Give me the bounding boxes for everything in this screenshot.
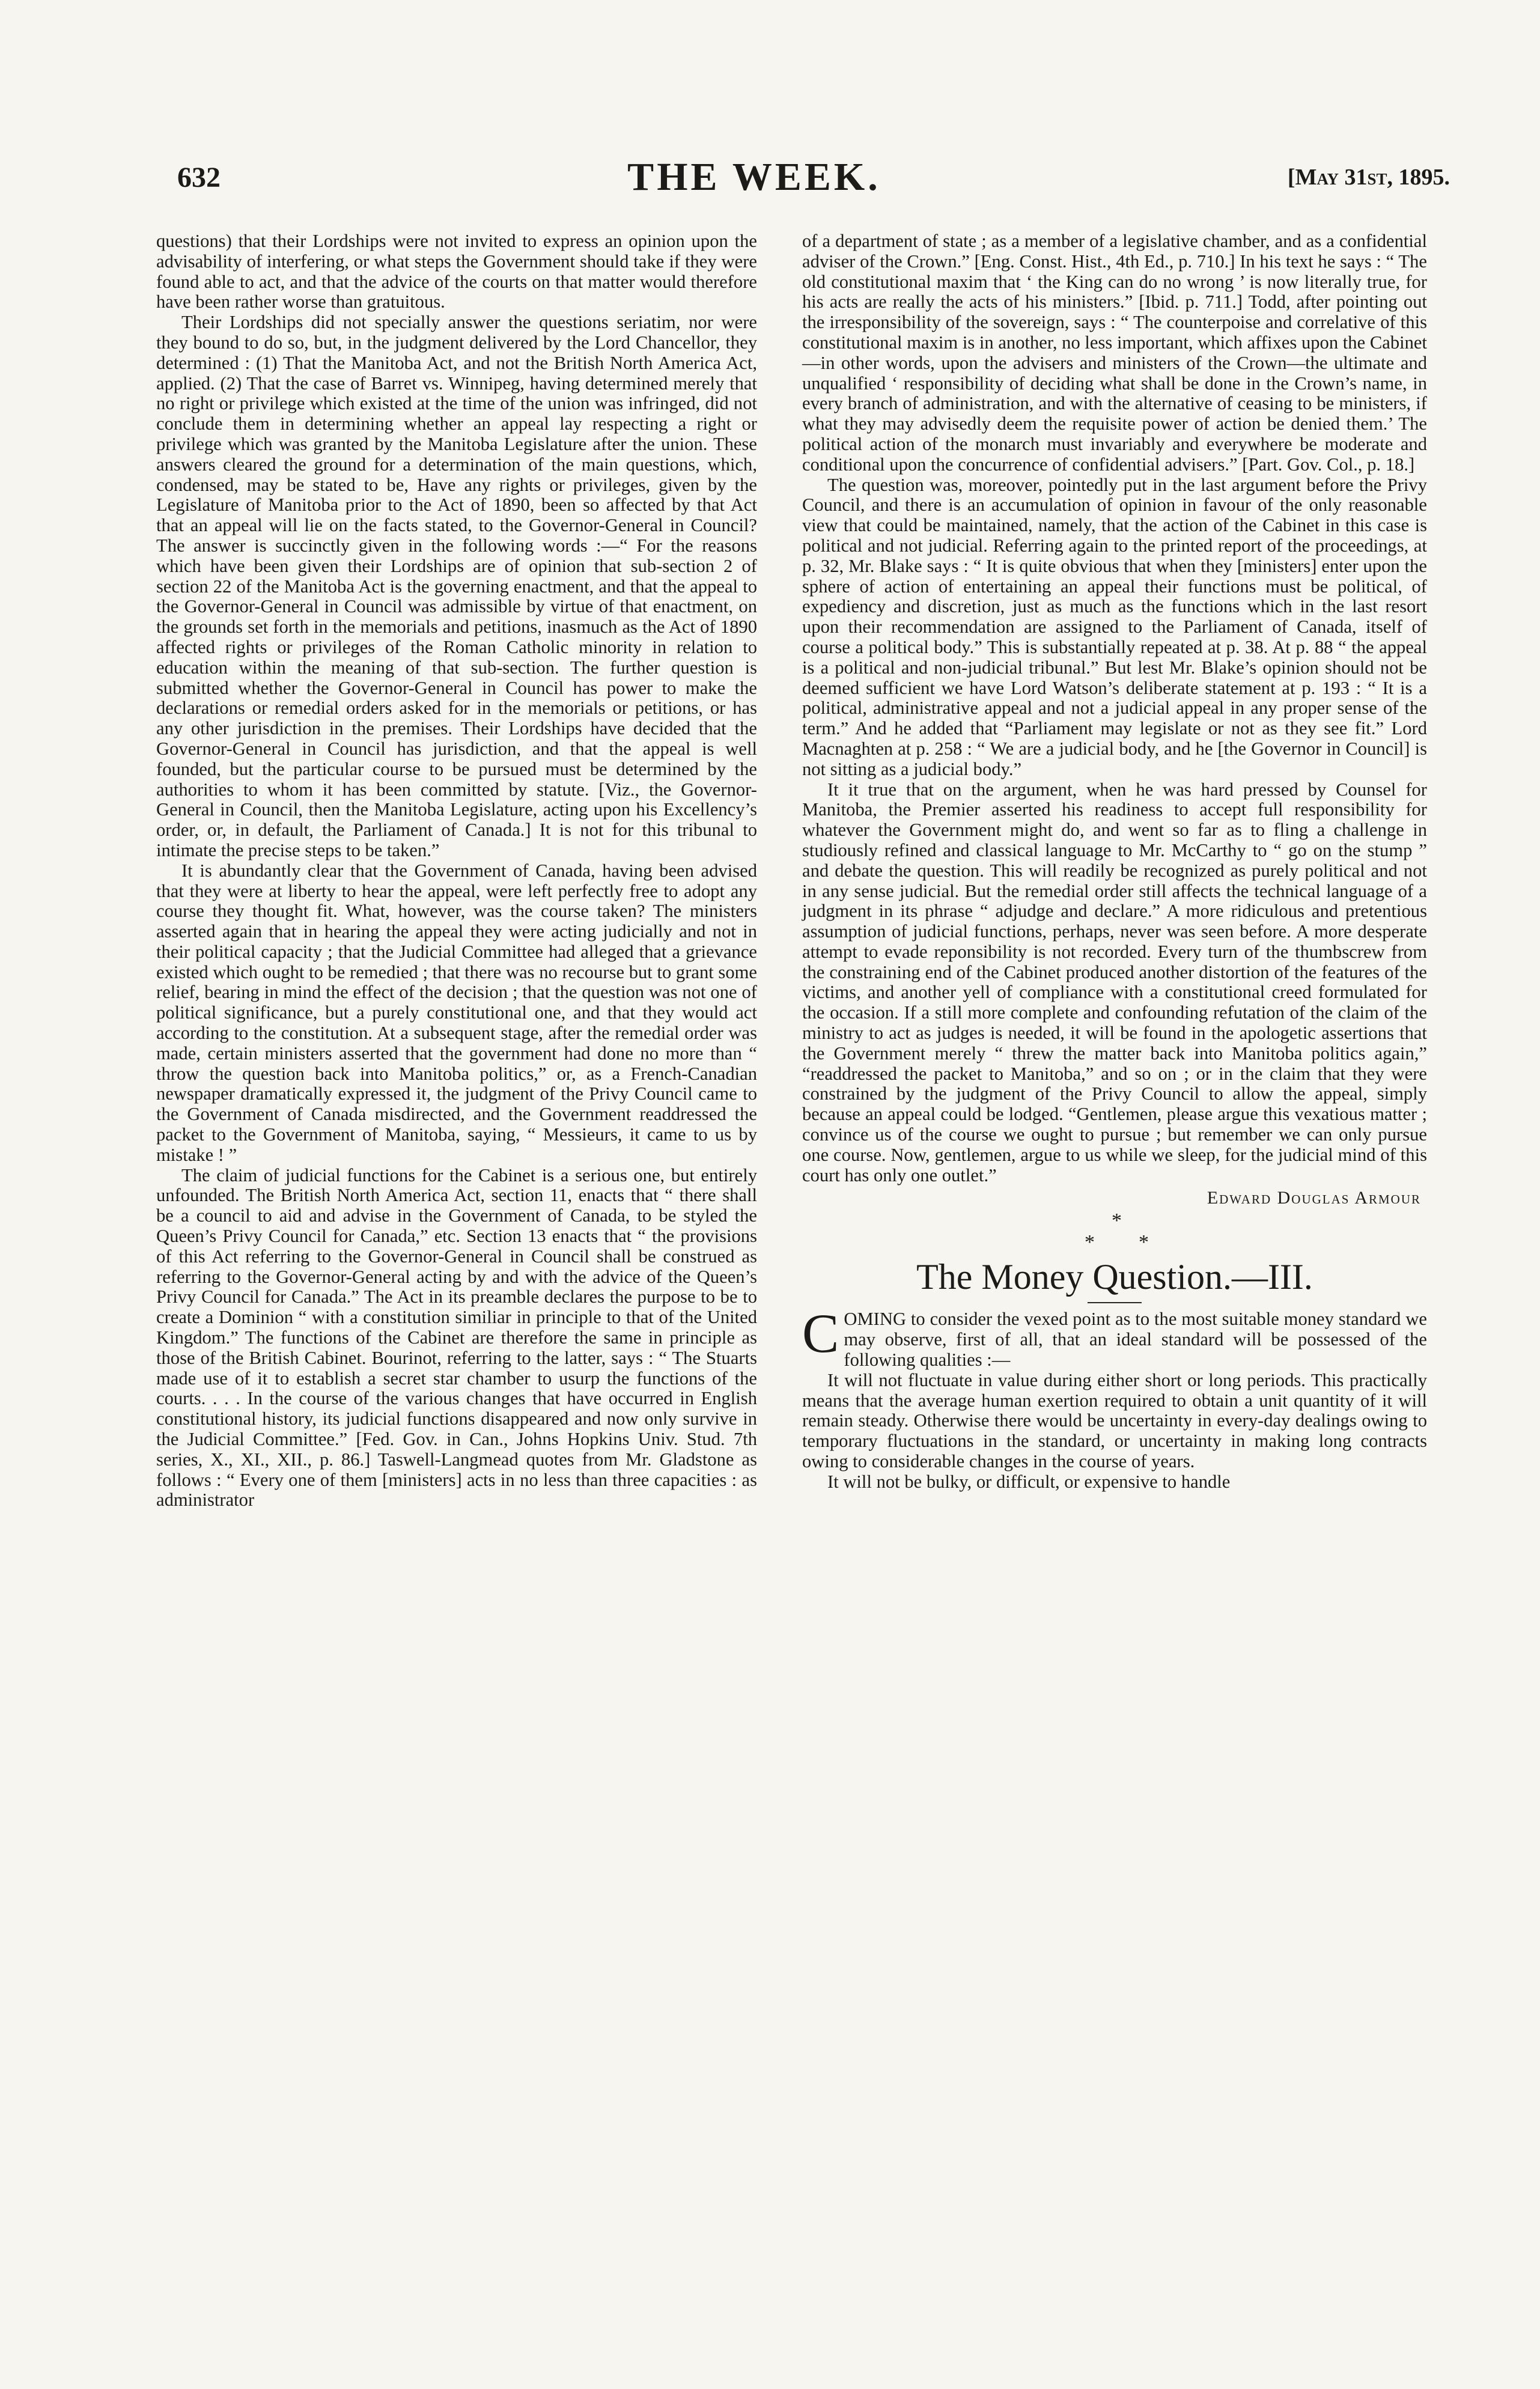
title-rule [1088,1302,1142,1303]
left-column [156,231,757,1511]
article-paragraph: The claim of judicial functions for the Cabinet is a serious one, but entirely unfounded. The British North America Act, section 11, enacts that “ there shall be a council to aid and advise in the Government of Canada, to be styled the Queen’s Privy Council for Canada,” etc. Section 13 enacts that “ the provisions of this Act referring to the Governor-General in Council shall be construed as referring to the Governor-General acting by and with the advice of the Queen’s Privy Council for Canada.” The Act in its preamble declares the purpose to be to create a Dominion “ with a constitution similiar in principle to that of the United Kingdom.” The functions of the Cabinet are therefore the same in principle as those of the British Cabinet. Bourinot, referring to the latter, says : “ The Stuarts made use of it to establish a secret star chamber to usurp the functions of the courts. . . . In the course of the various changes that have occurred in English constitutional history, its judicial functions disappeared and now only survive in the Judicial Committee.” [Fed. Gov. in Can., Johns Hopkins Univ. Stud. 7th series, X., XI., XII., p. 86.] Taswell-Langmead quotes from Mr. Gladstone as follows : “ Every one of them [ministers] acts in no less than three capacities : as administrator [156,1164,757,1511]
issue-date: [May 31st, 1895. [1287,165,1450,190]
section-title: The Money Question.—III. [916,1257,1313,1297]
section-divider [802,1211,1427,1255]
author-signature: Edward Douglas Armour [1207,1188,1421,1208]
right-column [802,231,1427,1493]
asterisk: * [1139,1231,1149,1254]
section-paragraph [802,1303,1427,1371]
drop-cap: C [802,1303,839,1365]
section-paragraph: It will not fluctuate in value during either short or long periods. This practically means that the average human exertion required to obtain a unit quantity of it will remain steady. Otherwise there would be uncertainty in every-day dealings owing to temporary fluctuations in the standard, or uncertainty in making long contracts owing to considerable changes in the course of years. [802,1369,1427,1472]
asterisk: * [1112,1210,1122,1232]
article-paragraph: questions) that their Lordships were not invited to express an opinion upon the advisability of interfering, or what steps the Government should take if they were found able to act, and that the advice of the courts on that matter would therefore have been rather worse than gratuitous. [156,231,757,312]
article-paragraph: Their Lordships did not specially answer the questions seriatim, nor were they bound to do so, but, in the judgment delivered by the Lord Chancellor, they determined : (1) That the Manitoba Act, and not the British North America Act, applied. (2) That the case of Barret vs. Winnipeg, having determined merely that no right or privilege which existed at the time of the union was infringed, did not conclude them in determining whether an appeal lay respecting a right or privilege which was granted by the Manitoba Legislature after the union. These answers cleared the ground for a determination of the main questions, which, condensed, may be stated to be, Have any rights or privileges, given by the Legislature of Manitoba prior to the Act of 1890, been so affected by that Act that an appeal will lie on the facts stated, to the Governor-General in Council? The answer is succinctly given in the following words :—“ For the reasons which have been given their Lordships are of opinion that sub-section 2 of section 22 of the Manitoba Act is the governing enactment, and that the appeal to the Governor-General in Council was admissible by virtue of that enactment, on the grounds set forth in the memorials and petitions, inasmuch as the Act of 1890 affected rights or privileges of the Roman Catholic minority in relation to education within the meaning of that sub-section. The further question is submitted whether the Governor-General in Council has power to make the declarations or remedial orders asked for in the memorials or petitions, or has any other jurisdiction in the premises. Their Lordships have decided that the Governor-General in Council has jurisdiction, and that the appeal is well founded, but the particular course to be pursued must be determined by the authorities to whom it has been committed by statute. [Viz., the Governor-General in Council, then the Manitoba Legislature, acting upon his Excellency’s order, or, in default, the Parliament of Canada.] It is not for this tribunal to intimate the precise steps to be taken.” [156,312,757,860]
masthead-title: THE WEEK. [627,155,881,199]
section-paragraph: It will not be bulky, or difficult, or expensive to handle [827,1471,1231,1492]
section-lead-text: OMING to consider the vexed point as to the most suitable money standard we may observe, first of all, that an ideal standard will be possessed of the following qualities :— [844,1309,1427,1371]
page-number: 632 [177,161,221,193]
article-paragraph: It it true that on the argument, when he was hard pressed by Counsel for Manitoba, the Premier asserted his readiness to accept full responsibility for whatever the Government might do, and went so far as to fling a challenge in studiously refined and classical language to Mr. McCarthy to “ go on the stump ” and debate the question. This will readily be recognized as purely political and not in any sense judicial. But the remedial order still affects the technical language of a judgment in its phrase “ adjudge and declare.” A more ridiculous and pretentious assumption of judicial functions, perhaps, never was seen before. A more desperate attempt to evade reponsibility is not recorded. Every turn of the thumbscrew from the constraining end of the Cabinet produced another distortion of the features of the victims, and another yell of compliance with a constitutional creed formulated for the occasion. If a still more complete and confounding refutation of the claim of the ministry to act as judges is needed, it will be found in the apologetic assertions that the Government merely “ threw the matter back into Manitoba politics again,” “readdressed the packet to Manitoba,” and so on ; or in the claim that they were constrained by the judgment of the Privy Council to allow the appeal, simply because an appeal could be lodged. “Gentlemen, please argue this vexatious matter ; convince us of the course we ought to pursue ; but remember we can only pursue one course. Now, gentlemen, argue to us while we sleep, for the judicial mind of this court has only one outlet.” [802,779,1427,1185]
article-paragraph: of a department of state ; as a member of a legislative chamber, and as a confidential adviser of the Crown.” [Eng. Const. Hist., 4th Ed., p. 710.] In his text he says : “ The old constitutional maxim that ‘ the King can do no wrong ’ is now literally true, for his acts are really the acts of his ministers.” [Ibid. p. 711.] Todd, after pointing out the irresponsibility of the sovereign, says : “ The counterpoise and correlative of this constitutional maxim is in another, no less important, which affixes upon the Cabinet—in other words, upon the advisers and ministers of the Crown—the ultimate and unqualified ‘ responsibility of deciding what shall be done in the Crown’s name, in every branch of administration, and with the alternative of ceasing to be ministers, if what they may advisedly deem the requisite power of action be denied them.’ The political action of the monarch must invariably and everywhere be moderate and conditional upon the concurrence of confidential advisers.” [Part. Gov. Col., p. 18.] [802,231,1427,475]
asterisk: * [1085,1231,1095,1254]
page-header [177,153,1450,201]
article-paragraph: It is abundantly clear that the Government of Canada, having been advised that they were at liberty to hear the appeal, were left perfectly free to adopt any course they thought fit. What, however, was the course taken? The ministers asserted again that in hearing the appeal they were acting judicially and not in their political capacity ; that the Judicial Committee had alleged that a grievance existed which ought to be remedied ; that there was no recourse but to grant some relief, bearing in mind the effect of the decision ; that the question was not one of political significance, but a purely constitutional one, and that they would act according to the constitution. At a subsequent stage, after the remedial order was made, certain ministers asserted that the government had done no more than “ throw the question back into Manitoba politics,” or, as a French-Canadian newspaper dramatically expressed it, the judgment of the Privy Council came to the Government of Canada misdirected, and the Government readdressed the packet to the Government of Manitoba, saying, “ Messieurs, it came to us by mistake ! ” [156,860,757,1165]
article-paragraph: The question was, moreover, pointedly put in the last argument before the Privy Council, and there is an accumulation of opinion in favour of the only reasonable view that could be maintained, namely, that the action of the Cabinet in this case is political and not judicial. Referring again to the printed report of the proceedings, at p. 32, Mr. Blake says : “ It is quite obvious that when they [ministers] enter upon the sphere of action of entertaining an appeal their functions must be political, of expediency and discretion, just as much as the functions which in the last resort upon their recommendation are assigned to the Parliament of Canada, itself of course a political body.” This is substantially repeated at p. 38. At p. 88 “ the appeal is a political and non-judicial tribunal.” But lest Mr. Blake’s opinion should not be deemed sufficient we have Lord Watson’s deliberate statement at p. 193 : “ It is a political, administrative appeal and not a judicial appeal in any proper sense of the term.” And he added that “Parliament may legislate or not as they see fit.” Lord Macnaghten at p. 258 : “ We are a judicial body, and he [the Governor in Council] is not sitting as a judicial body.” [802,474,1427,779]
